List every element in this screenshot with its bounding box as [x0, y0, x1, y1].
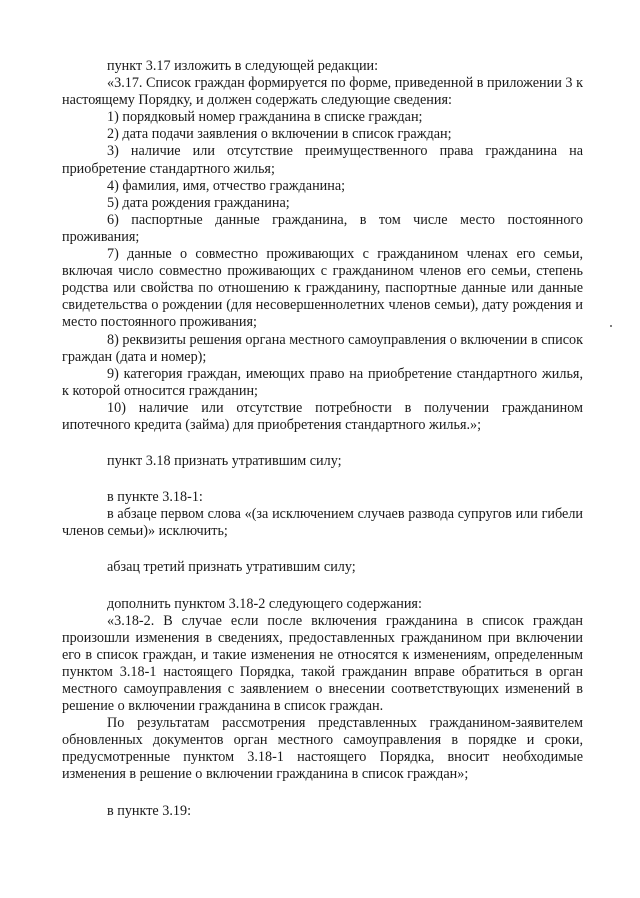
paragraph-3-19: в пункте 3.19: — [107, 802, 192, 819]
list-item-7: 7) данные о совместно проживающих с гражданином членах его семьи, включая число совместно проживающих с гражданином членов его семьи, степень родства или свойства по отношению к гражданину, паспортные данные или данные свидетельства о рождении (для несовершеннолетних членов семьи), дату рождения и место постоянного проживания; — [62, 246, 583, 331]
paragraph-3-18-2-intro: дополнить пунктом 3.18-2 следующего содержания: — [107, 595, 422, 612]
spacer — [62, 577, 583, 596]
list-item-10: 10) наличие или отсутствие потребности в получении гражданином ипотечного кредита (займа) для приобретения стандартного жилья.»; — [62, 399, 583, 433]
list-item-5: 5) дата рождения гражданина; — [107, 194, 290, 211]
list-item-9: 9) категория граждан, имеющих право на приобретение стандартного жилья, к которой относится гражданин; — [62, 365, 583, 399]
list-item-2: 2) дата подачи заявления о включении в список граждан; — [107, 126, 452, 143]
document-page — [62, 58, 583, 820]
paragraph-3-18-2-results: По результатам рассмотрения представленных гражданином-заявителем обновленных документов орган местного самоуправления в порядке и сроки, предусмотренные пунктом 3.18-1 настоящего Порядка, вносит необходимые изменения в решение о включении гражданина в список граждан»; — [62, 715, 583, 783]
paragraph-3-18: пункт 3.18 признать утратившим силу; — [107, 453, 342, 470]
paragraph-3-18-2-text: «3.18-2. В случае если после включения гражданина в список граждан произошли изменения в сведениях, предоставленных гражданином при включении его в список граждан, и такие изменения не относятся к изменениям, определенным пунктом 3.18-1 настоящего Порядка, такой гражданин вправе обратиться в орган местного самоуправления с заявлением о внесении соответствующих изменений в решение о включении гражданина в список граждан. — [62, 612, 583, 715]
paragraph-3-17-text: «3.17. Список граждан формируется по форме, приведенной в приложении 3 к настоящему Порядку, и должен содержать следующие сведения: — [62, 75, 583, 109]
paragraph-3-17-intro: пункт 3.17 изложить в следующей редакции: — [107, 58, 379, 74]
spacer — [62, 434, 583, 453]
spacer — [62, 540, 583, 559]
list-item-4: 4) фамилия, имя, отчество гражданина; — [107, 177, 346, 194]
spacer — [62, 784, 583, 803]
paragraph-3-18-1-heading: в пункте 3.18-1: — [107, 489, 203, 506]
list-item-8: 8) реквизиты решения органа местного самоуправления о включении в список граждан (дата и номер); — [62, 331, 583, 365]
spacer — [62, 470, 583, 489]
list-item-6: 6) паспортные данные гражданина, в том числе место постоянного проживания; — [62, 211, 583, 245]
scan-speck — [610, 325, 612, 327]
list-item-1: 1) порядковый номер гражданина в списке граждан; — [107, 109, 423, 126]
paragraph-3-18-1-third: абзац третий признать утратившим силу; — [107, 559, 356, 576]
paragraph-3-18-1-first: в абзаце первом слова «(за исключением случаев развода супругов или гибели членов семьи)» исключить; — [62, 506, 583, 540]
list-item-3: 3) наличие или отсутствие преимущественного права гражданина на приобретение стандартного жилья; — [62, 143, 583, 177]
